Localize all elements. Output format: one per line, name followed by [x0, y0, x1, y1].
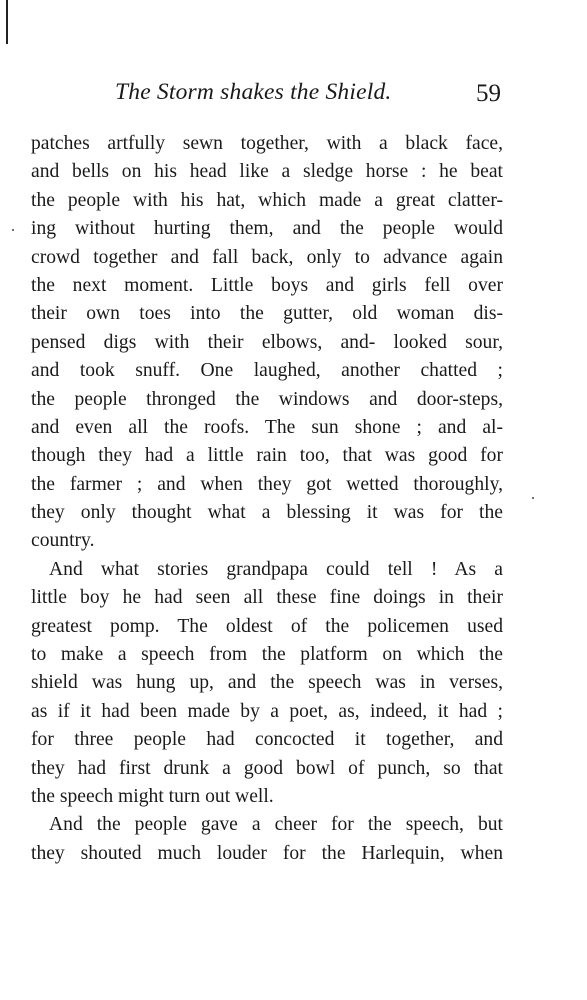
text-line: they had first drunk a good bowl of punch, so that [31, 757, 503, 779]
page-edge-rule [6, 0, 8, 44]
text-line: as if it had been made by a poet, as, indeed, it had ; [31, 700, 503, 722]
text-line: And what stories grandpapa could tell ! As a [49, 558, 503, 580]
text-line: and bells on his head like a sledge horse : he beat [31, 161, 503, 183]
stray-ink-mark [532, 497, 534, 499]
text-line: the people with his hat, which made a great clatter- [31, 189, 503, 211]
body-text [31, 130, 503, 868]
text-line: the farmer ; and when they got wetted thoroughly, [31, 473, 503, 495]
text-line: they only thought what a blessing it was for the [31, 502, 503, 524]
text-line: crowd together and fall back, only to advance again [31, 246, 503, 268]
text-line: they shouted much louder for the Harlequin, when [31, 842, 503, 864]
text-line: pensed digs with their elbows, and- looked sour, [31, 331, 503, 353]
text-line: the speech might turn out well. [31, 785, 274, 807]
text-line: little boy he had seen all these fine doings in their [31, 587, 503, 609]
text-line: and took snuff. One laughed, another chatted ; [31, 360, 503, 382]
text-line: the next moment. Little boys and girls fell over [31, 274, 503, 296]
text-line: shield was hung up, and the speech was in verses, [31, 672, 503, 694]
text-line: greatest pomp. The oldest of the policemen used [31, 615, 503, 637]
text-line: ing without hurting them, and the people would [31, 218, 503, 240]
text-line: patches artfully sewn together, with a black face, [31, 133, 503, 154]
running-title: The Storm shakes the Shield. [115, 79, 392, 105]
running-head [0, 77, 587, 111]
text-line: country. [31, 530, 95, 552]
text-line: And the people gave a cheer for the speech, but [49, 814, 503, 836]
text-line: to make a speech from the platform on which the [31, 644, 503, 666]
text-line: the people thronged the windows and door-steps, [31, 388, 503, 410]
text-line: for three people had concocted it together, and [31, 729, 503, 751]
stray-ink-mark [12, 229, 14, 231]
text-line: and even all the roofs. The sun shone ; and al- [31, 416, 503, 438]
page-number: 59 [476, 80, 501, 107]
text-line: their own toes into the gutter, old woman dis- [31, 303, 503, 325]
text-line: though they had a little rain too, that was good for [31, 445, 503, 467]
